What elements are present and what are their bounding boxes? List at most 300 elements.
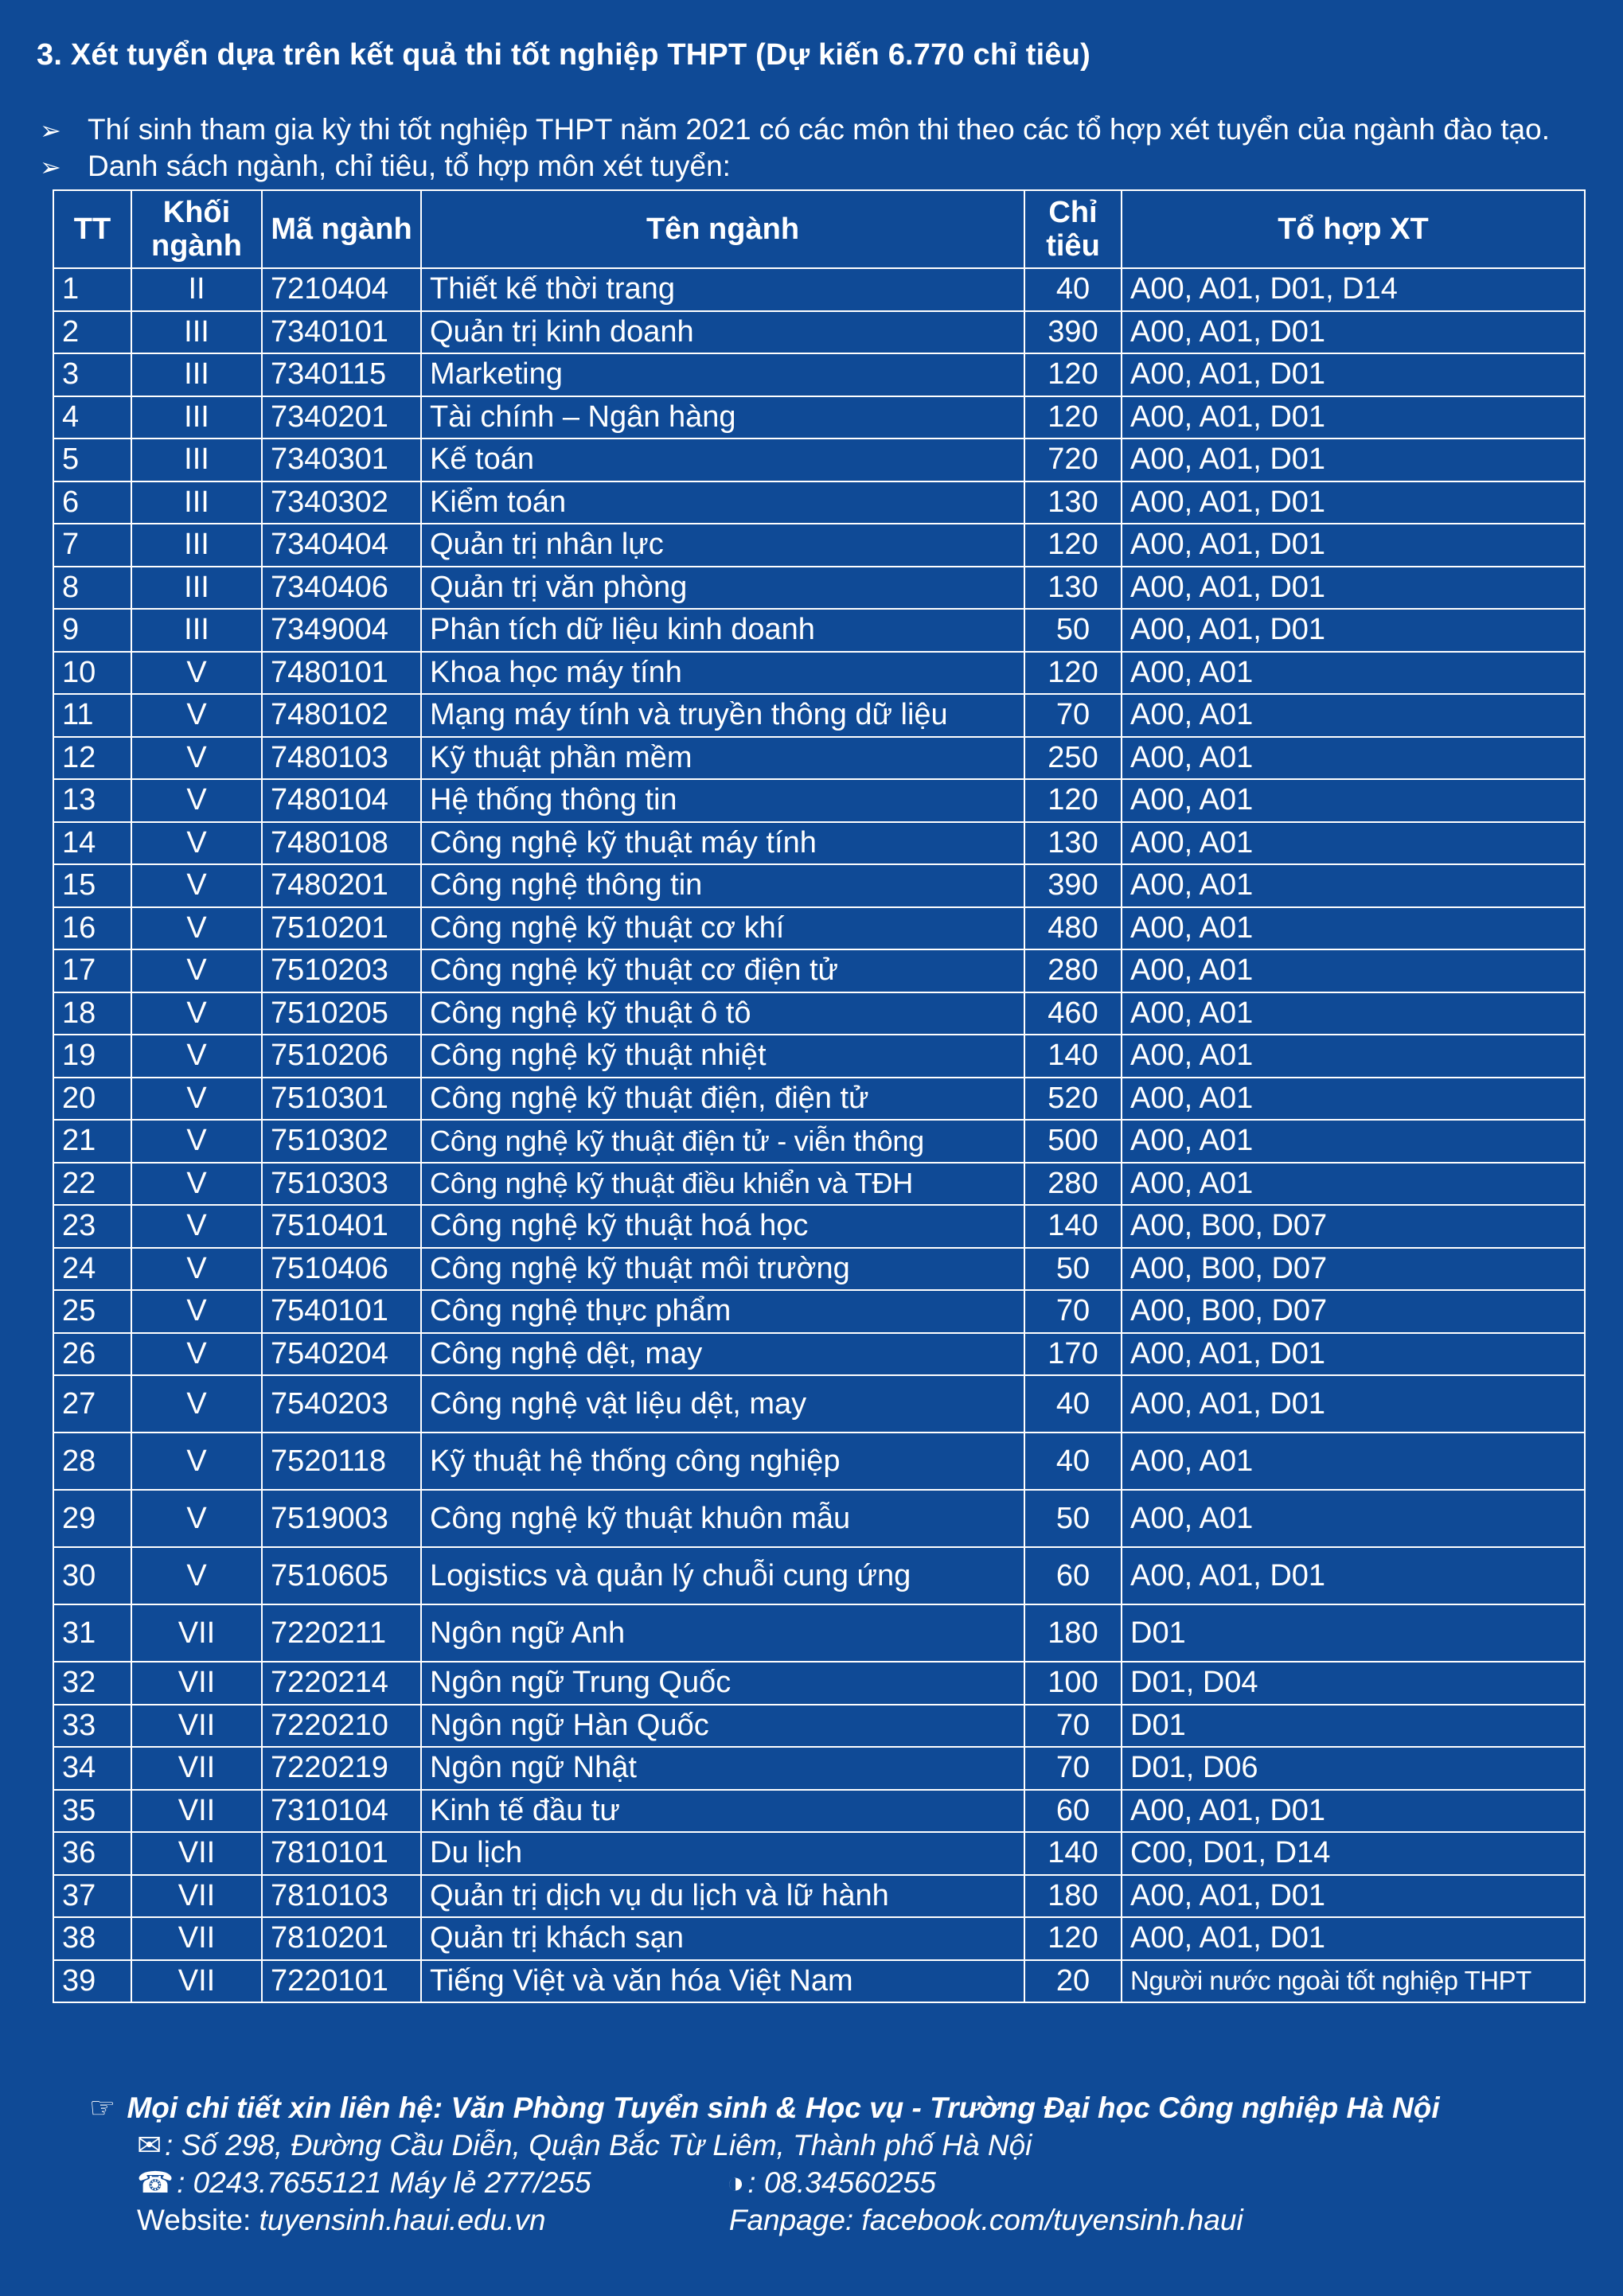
table-row <box>53 1832 1585 1875</box>
cell-to-hop: A00, A01, D01 <box>1122 609 1585 652</box>
cell-ma-nganh: 7480103 <box>262 737 421 780</box>
cell-khoi-nganh: V <box>131 1375 262 1433</box>
cell-chi-tieu: 120 <box>1024 524 1122 567</box>
envelope-icon: ✉ <box>137 2129 162 2162</box>
cell-ma-nganh: 7349004 <box>262 609 421 652</box>
table-row <box>53 1875 1585 1918</box>
cell-tt: 39 <box>53 1960 131 2003</box>
cell-chi-tieu: 130 <box>1024 822 1122 865</box>
cell-khoi-nganh: VII <box>131 1875 262 1918</box>
cell-khoi-nganh: III <box>131 439 262 481</box>
cell-to-hop: A00, A01 <box>1122 864 1585 907</box>
cell-khoi-nganh: V <box>131 822 262 865</box>
table-row <box>53 609 1585 652</box>
cell-chi-tieu: 40 <box>1024 268 1122 311</box>
table-row <box>53 737 1585 780</box>
cell-khoi-nganh: VII <box>131 1832 262 1875</box>
cell-to-hop: D01 <box>1122 1705 1585 1748</box>
cell-to-hop: A00, A01 <box>1122 779 1585 822</box>
cell-khoi-nganh: V <box>131 907 262 950</box>
cell-ma-nganh: 7310104 <box>262 1790 421 1833</box>
cell-ten-nganh: Kỹ thuật hệ thống công nghiệp <box>421 1433 1024 1490</box>
cell-tt: 18 <box>53 992 131 1035</box>
cell-chi-tieu: 280 <box>1024 1163 1122 1206</box>
cell-ma-nganh: 7510406 <box>262 1248 421 1291</box>
cell-khoi-nganh: V <box>131 1248 262 1291</box>
cell-ma-nganh: 7540204 <box>262 1333 421 1376</box>
cell-ma-nganh: 7220210 <box>262 1705 421 1748</box>
cell-khoi-nganh: V <box>131 737 262 780</box>
contact-footer: ☞ Mọi chi tiết xin liên hệ: Văn Phòng Tuyển sinh & Học vụ - Trường Đại học Công nghiệp Hà Nội ✉ : Số 298, Đường Cầu Diễn, Quận Bắc Từ Liêm, Thành phố Hà Nội ☎ : 0243.7655121 Máy lẻ 277/255 ◑ : 08.34560255 Website: tuyensinh.haui.edu.vn Fanpage: facebook.com/tuyensinh.haui <box>89 2089 1440 2239</box>
cell-ma-nganh: 7340406 <box>262 567 421 610</box>
mobile-phone-icon: ◑ <box>726 2166 745 2199</box>
cell-ma-nganh: 7810101 <box>262 1832 421 1875</box>
cell-chi-tieu: 50 <box>1024 1248 1122 1291</box>
cell-ma-nganh: 7519003 <box>262 1490 421 1547</box>
table-row <box>53 1547 1585 1604</box>
cell-khoi-nganh: III <box>131 396 262 439</box>
cell-ma-nganh: 7810103 <box>262 1875 421 1918</box>
cell-ma-nganh: 7220211 <box>262 1604 421 1662</box>
table-row <box>53 907 1585 950</box>
cell-ten-nganh: Công nghệ kỹ thuật môi trường <box>421 1248 1024 1291</box>
cell-tt: 23 <box>53 1205 131 1248</box>
cell-tt: 14 <box>53 822 131 865</box>
cell-ten-nganh: Công nghệ kỹ thuật khuôn mẫu <box>421 1490 1024 1547</box>
cell-ma-nganh: 7220101 <box>262 1960 421 2003</box>
cell-khoi-nganh: V <box>131 1163 262 1206</box>
cell-ten-nganh: Công nghệ kỹ thuật hoá học <box>421 1205 1024 1248</box>
cell-chi-tieu: 250 <box>1024 737 1122 780</box>
cell-ten-nganh: Tiếng Việt và văn hóa Việt Nam <box>421 1960 1024 2003</box>
header-to-hop: Tổ hợp XT <box>1122 190 1585 268</box>
cell-ma-nganh: 7340115 <box>262 353 421 396</box>
cell-khoi-nganh: III <box>131 524 262 567</box>
cell-to-hop: A00, B00, D07 <box>1122 1248 1585 1291</box>
cell-chi-tieu: 70 <box>1024 1747 1122 1790</box>
header-tt: TT <box>53 190 131 268</box>
cell-ten-nganh: Hệ thống thông tin <box>421 779 1024 822</box>
cell-ten-nganh: Thiết kế thời trang <box>421 268 1024 311</box>
phone-text: 0243.7655121 Máy lẻ 277/255 <box>193 2166 591 2199</box>
cell-ma-nganh: 7520118 <box>262 1433 421 1490</box>
cell-tt: 24 <box>53 1248 131 1291</box>
cell-ma-nganh: 7220219 <box>262 1747 421 1790</box>
cell-tt: 29 <box>53 1490 131 1547</box>
cell-ten-nganh: Công nghệ vật liệu dệt, may <box>421 1375 1024 1433</box>
header-ma-nganh: Mã ngành <box>262 190 421 268</box>
cell-to-hop: D01, D04 <box>1122 1662 1585 1705</box>
cell-ma-nganh: 7510206 <box>262 1035 421 1078</box>
table-row <box>53 311 1585 354</box>
cell-ma-nganh: 7220214 <box>262 1662 421 1705</box>
fanpage-link[interactable]: Fanpage: facebook.com/tuyensinh.haui <box>728 2204 1243 2236</box>
cell-to-hop: C00, D01, D14 <box>1122 1832 1585 1875</box>
cell-tt: 8 <box>53 567 131 610</box>
cell-ma-nganh: 7340101 <box>262 311 421 354</box>
cell-chi-tieu: 140 <box>1024 1035 1122 1078</box>
cell-chi-tieu: 130 <box>1024 481 1122 524</box>
table-row <box>53 949 1585 992</box>
mobile-text: 08.34560255 <box>763 2166 936 2199</box>
cell-chi-tieu: 140 <box>1024 1832 1122 1875</box>
table-row <box>53 396 1585 439</box>
table-row <box>53 1705 1585 1748</box>
cell-tt: 7 <box>53 524 131 567</box>
cell-to-hop: D01, D06 <box>1122 1747 1585 1790</box>
bullet-text: Danh sách ngành, chỉ tiêu, tổ hợp môn xét tuyển: <box>88 150 731 182</box>
cell-to-hop: A00, A01, D01 <box>1122 1333 1585 1376</box>
cell-tt: 1 <box>53 268 131 311</box>
arrow-bullet-icon: ➢ <box>40 153 61 181</box>
cell-ten-nganh: Tài chính – Ngân hàng <box>421 396 1024 439</box>
cell-tt: 10 <box>53 652 131 695</box>
table-row <box>53 1662 1585 1705</box>
cell-chi-tieu: 140 <box>1024 1205 1122 1248</box>
cell-khoi-nganh: III <box>131 481 262 524</box>
cell-to-hop: A00, A01 <box>1122 1078 1585 1121</box>
cell-to-hop: A00, A01 <box>1122 1490 1585 1547</box>
cell-to-hop: A00, A01, D01 <box>1122 524 1585 567</box>
table-row <box>53 353 1585 396</box>
cell-to-hop: A00, B00, D07 <box>1122 1290 1585 1333</box>
cell-chi-tieu: 120 <box>1024 353 1122 396</box>
cell-ten-nganh: Quản trị văn phòng <box>421 567 1024 610</box>
table-row <box>53 1290 1585 1333</box>
cell-khoi-nganh: III <box>131 353 262 396</box>
table-row <box>53 652 1585 695</box>
cell-ma-nganh: 7510302 <box>262 1120 421 1163</box>
cell-ma-nganh: 7510203 <box>262 949 421 992</box>
table-row <box>53 1375 1585 1433</box>
cell-tt: 25 <box>53 1290 131 1333</box>
table-row <box>53 1747 1585 1790</box>
cell-chi-tieu: 500 <box>1024 1120 1122 1163</box>
cell-tt: 31 <box>53 1604 131 1662</box>
cell-chi-tieu: 50 <box>1024 1490 1122 1547</box>
cell-chi-tieu: 100 <box>1024 1662 1122 1705</box>
table-row <box>53 1078 1585 1121</box>
cell-to-hop: A00, A01 <box>1122 694 1585 737</box>
section-heading: 3. Xét tuyển dựa trên kết quả thi tốt nghiệp THPT (Dự kiến 6.770 chỉ tiêu) <box>37 38 1091 72</box>
cell-to-hop: A00, A01, D01 <box>1122 439 1585 481</box>
cell-tt: 30 <box>53 1547 131 1604</box>
cell-ma-nganh: 7340201 <box>262 396 421 439</box>
cell-ten-nganh: Ngôn ngữ Trung Quốc <box>421 1662 1024 1705</box>
cell-khoi-nganh: V <box>131 1290 262 1333</box>
cell-ten-nganh: Kinh tế đầu tư <box>421 1790 1024 1833</box>
cell-tt: 19 <box>53 1035 131 1078</box>
cell-tt: 28 <box>53 1433 131 1490</box>
arrow-bullet-icon: ➢ <box>40 116 61 145</box>
cell-ten-nganh: Quản trị nhân lực <box>421 524 1024 567</box>
cell-to-hop: A00, A01, D01 <box>1122 1917 1585 1960</box>
cell-khoi-nganh: V <box>131 1078 262 1121</box>
cell-ma-nganh: 7480102 <box>262 694 421 737</box>
cell-ma-nganh: 7510301 <box>262 1078 421 1121</box>
cell-chi-tieu: 60 <box>1024 1790 1122 1833</box>
cell-ten-nganh: Du lịch <box>421 1832 1024 1875</box>
cell-tt: 26 <box>53 1333 131 1376</box>
cell-chi-tieu: 120 <box>1024 396 1122 439</box>
cell-to-hop: A00, A01 <box>1122 1120 1585 1163</box>
cell-to-hop: A00, A01, D01 <box>1122 1875 1585 1918</box>
cell-to-hop: A00, A01 <box>1122 1433 1585 1490</box>
cell-chi-tieu: 460 <box>1024 992 1122 1035</box>
cell-khoi-nganh: V <box>131 779 262 822</box>
cell-khoi-nganh: V <box>131 1490 262 1547</box>
cell-khoi-nganh: V <box>131 992 262 1035</box>
cell-ten-nganh: Ngôn ngữ Hàn Quốc <box>421 1705 1024 1748</box>
table-row <box>53 1433 1585 1490</box>
header-ten-nganh: Tên ngành <box>421 190 1024 268</box>
cell-to-hop: Người nước ngoài tốt nghiệp THPT <box>1122 1960 1585 2003</box>
table-row <box>53 1120 1585 1163</box>
cell-khoi-nganh: V <box>131 864 262 907</box>
cell-chi-tieu: 180 <box>1024 1875 1122 1918</box>
bullet-item <box>40 111 1550 148</box>
cell-chi-tieu: 70 <box>1024 694 1122 737</box>
cell-khoi-nganh: VII <box>131 1705 262 1748</box>
cell-tt: 17 <box>53 949 131 992</box>
cell-chi-tieu: 180 <box>1024 1604 1122 1662</box>
cell-chi-tieu: 390 <box>1024 311 1122 354</box>
table-row <box>53 992 1585 1035</box>
cell-tt: 37 <box>53 1875 131 1918</box>
cell-ma-nganh: 7540203 <box>262 1375 421 1433</box>
cell-tt: 4 <box>53 396 131 439</box>
cell-ten-nganh: Công nghệ kỹ thuật điều khiển và TĐH <box>421 1163 1024 1206</box>
cell-tt: 13 <box>53 779 131 822</box>
cell-khoi-nganh: VII <box>131 1747 262 1790</box>
bullet-text: Thí sinh tham gia kỳ thi tốt nghiệp THPT năm 2021 có các môn thi theo các tổ hợp xét tuyển của ngành đào tạo. <box>88 113 1550 146</box>
table-header-row <box>53 190 1585 268</box>
cell-tt: 16 <box>53 907 131 950</box>
cell-ma-nganh: 7340404 <box>262 524 421 567</box>
cell-to-hop: A00, A01, D01, D14 <box>1122 268 1585 311</box>
cell-to-hop: A00, A01, D01 <box>1122 311 1585 354</box>
cell-khoi-nganh: VII <box>131 1960 262 2003</box>
cell-to-hop: A00, A01, D01 <box>1122 481 1585 524</box>
table-row <box>53 1604 1585 1662</box>
table-row <box>53 1490 1585 1547</box>
cell-chi-tieu: 170 <box>1024 1333 1122 1376</box>
address-text: Số 298, Đường Cầu Diễn, Quận Bắc Từ Liêm, Thành phố Hà Nội <box>181 2129 1032 2162</box>
cell-khoi-nganh: VII <box>131 1604 262 1662</box>
table-row <box>53 1163 1585 1206</box>
cell-ten-nganh: Ngôn ngữ Nhật <box>421 1747 1024 1790</box>
header-chi-tieu: Chỉ tiêu <box>1024 190 1122 268</box>
website-link[interactable]: tuyensinh.haui.edu.vn <box>259 2204 546 2236</box>
table-row <box>53 1790 1585 1833</box>
cell-tt: 11 <box>53 694 131 737</box>
cell-khoi-nganh: II <box>131 268 262 311</box>
table-row <box>53 1248 1585 1291</box>
address-label: : <box>165 2129 174 2162</box>
cell-ten-nganh: Công nghệ thông tin <box>421 864 1024 907</box>
cell-tt: 6 <box>53 481 131 524</box>
cell-ma-nganh: 7480104 <box>262 779 421 822</box>
cell-ma-nganh: 7340301 <box>262 439 421 481</box>
cell-ma-nganh: 7340302 <box>262 481 421 524</box>
cell-chi-tieu: 120 <box>1024 1917 1122 1960</box>
cell-ten-nganh: Ngôn ngữ Anh <box>421 1604 1024 1662</box>
cell-khoi-nganh: VII <box>131 1790 262 1833</box>
cell-ten-nganh: Quản trị dịch vụ du lịch và lữ hành <box>421 1875 1024 1918</box>
phone-icon: ☎ <box>137 2166 174 2199</box>
cell-ten-nganh: Công nghệ kỹ thuật ô tô <box>421 992 1024 1035</box>
cell-chi-tieu: 40 <box>1024 1375 1122 1433</box>
cell-to-hop: A00, A01 <box>1122 1035 1585 1078</box>
cell-to-hop: A00, A01, D01 <box>1122 567 1585 610</box>
cell-to-hop: A00, A01 <box>1122 737 1585 780</box>
cell-ma-nganh: 7510303 <box>262 1163 421 1206</box>
cell-ten-nganh: Phân tích dữ liệu kinh doanh <box>421 609 1024 652</box>
cell-chi-tieu: 60 <box>1024 1547 1122 1604</box>
cell-tt: 15 <box>53 864 131 907</box>
cell-to-hop: A00, A01 <box>1122 652 1585 695</box>
cell-ten-nganh: Mạng máy tính và truyền thông dữ liệu <box>421 694 1024 737</box>
cell-ten-nganh: Công nghệ kỹ thuật điện, điện tử <box>421 1078 1024 1121</box>
website-label: Website: <box>137 2204 252 2236</box>
cell-ten-nganh: Công nghệ dệt, may <box>421 1333 1024 1376</box>
cell-tt: 33 <box>53 1705 131 1748</box>
cell-ten-nganh: Kế toán <box>421 439 1024 481</box>
cell-to-hop: D01 <box>1122 1604 1585 1662</box>
bullet-item <box>40 148 1550 185</box>
cell-chi-tieu: 70 <box>1024 1705 1122 1748</box>
table-row <box>53 524 1585 567</box>
cell-ten-nganh: Logistics và quản lý chuỗi cung ứng <box>421 1547 1024 1604</box>
cell-to-hop: A00, A01 <box>1122 822 1585 865</box>
cell-khoi-nganh: V <box>131 1333 262 1376</box>
cell-ma-nganh: 7510605 <box>262 1547 421 1604</box>
cell-to-hop: A00, A01, D01 <box>1122 1375 1585 1433</box>
header-khoi-nganh: Khối ngành <box>131 190 262 268</box>
cell-to-hop: A00, A01 <box>1122 907 1585 950</box>
cell-ma-nganh: 7480201 <box>262 864 421 907</box>
cell-chi-tieu: 720 <box>1024 439 1122 481</box>
cell-tt: 20 <box>53 1078 131 1121</box>
cell-khoi-nganh: V <box>131 949 262 992</box>
cell-ma-nganh: 7480108 <box>262 822 421 865</box>
cell-to-hop: A00, A01 <box>1122 949 1585 992</box>
cell-chi-tieu: 480 <box>1024 907 1122 950</box>
cell-khoi-nganh: V <box>131 1205 262 1248</box>
cell-ma-nganh: 7810201 <box>262 1917 421 1960</box>
cell-khoi-nganh: III <box>131 311 262 354</box>
cell-ma-nganh: 7510205 <box>262 992 421 1035</box>
table-row <box>53 268 1585 311</box>
cell-ma-nganh: 7540101 <box>262 1290 421 1333</box>
cell-ten-nganh: Marketing <box>421 353 1024 396</box>
cell-khoi-nganh: VII <box>131 1662 262 1705</box>
cell-tt: 2 <box>53 311 131 354</box>
cell-to-hop: A00, A01, D01 <box>1122 396 1585 439</box>
table-row <box>53 864 1585 907</box>
table-row <box>53 439 1585 481</box>
cell-tt: 21 <box>53 1120 131 1163</box>
cell-khoi-nganh: V <box>131 652 262 695</box>
cell-ten-nganh: Quản trị khách sạn <box>421 1917 1024 1960</box>
cell-chi-tieu: 50 <box>1024 609 1122 652</box>
table-row <box>53 822 1585 865</box>
cell-chi-tieu: 390 <box>1024 864 1122 907</box>
cell-tt: 12 <box>53 737 131 780</box>
admissions-table <box>53 189 1586 2003</box>
cell-tt: 5 <box>53 439 131 481</box>
bullet-list <box>40 111 1550 185</box>
table-row <box>53 567 1585 610</box>
cell-ma-nganh: 7510201 <box>262 907 421 950</box>
cell-khoi-nganh: III <box>131 609 262 652</box>
cell-ten-nganh: Khoa học máy tính <box>421 652 1024 695</box>
cell-khoi-nganh: V <box>131 1433 262 1490</box>
cell-ma-nganh: 7210404 <box>262 268 421 311</box>
cell-khoi-nganh: VII <box>131 1917 262 1960</box>
cell-to-hop: A00, A01 <box>1122 992 1585 1035</box>
cell-tt: 27 <box>53 1375 131 1433</box>
cell-to-hop: A00, A01, D01 <box>1122 353 1585 396</box>
cell-ten-nganh: Kỹ thuật phần mềm <box>421 737 1024 780</box>
cell-ten-nganh: Kiểm toán <box>421 481 1024 524</box>
cell-khoi-nganh: V <box>131 1035 262 1078</box>
table-row <box>53 1035 1585 1078</box>
cell-tt: 9 <box>53 609 131 652</box>
cell-chi-tieu: 280 <box>1024 949 1122 992</box>
cell-to-hop: A00, B00, D07 <box>1122 1205 1585 1248</box>
cell-chi-tieu: 120 <box>1024 652 1122 695</box>
cell-chi-tieu: 130 <box>1024 567 1122 610</box>
cell-tt: 38 <box>53 1917 131 1960</box>
cell-chi-tieu: 120 <box>1024 779 1122 822</box>
cell-tt: 22 <box>53 1163 131 1206</box>
cell-to-hop: A00, A01, D01 <box>1122 1790 1585 1833</box>
table-row <box>53 1333 1585 1376</box>
cell-chi-tieu: 20 <box>1024 1960 1122 2003</box>
table-row <box>53 1960 1585 2003</box>
cell-ten-nganh: Công nghệ kỹ thuật nhiệt <box>421 1035 1024 1078</box>
cell-ten-nganh: Công nghệ kỹ thuật điện tử - viễn thông <box>421 1120 1024 1163</box>
cell-tt: 32 <box>53 1662 131 1705</box>
cell-ten-nganh: Công nghệ thực phẩm <box>421 1290 1024 1333</box>
cell-tt: 34 <box>53 1747 131 1790</box>
table-row <box>53 779 1585 822</box>
cell-tt: 36 <box>53 1832 131 1875</box>
cell-to-hop: A00, A01 <box>1122 1163 1585 1206</box>
cell-ten-nganh: Công nghệ kỹ thuật máy tính <box>421 822 1024 865</box>
cell-chi-tieu: 70 <box>1024 1290 1122 1333</box>
cell-khoi-nganh: V <box>131 1120 262 1163</box>
cell-khoi-nganh: V <box>131 694 262 737</box>
cell-ma-nganh: 7480101 <box>262 652 421 695</box>
cell-chi-tieu: 40 <box>1024 1433 1122 1490</box>
pointing-hand-icon: ☞ <box>89 2091 116 2124</box>
cell-to-hop: A00, A01, D01 <box>1122 1547 1585 1604</box>
cell-khoi-nganh: III <box>131 567 262 610</box>
table-row <box>53 1917 1585 1960</box>
table-body <box>53 268 1585 2002</box>
cell-ten-nganh: Công nghệ kỹ thuật cơ điện tử <box>421 949 1024 992</box>
cell-khoi-nganh: V <box>131 1547 262 1604</box>
table-row <box>53 694 1585 737</box>
cell-ten-nganh: Công nghệ kỹ thuật cơ khí <box>421 907 1024 950</box>
cell-ten-nganh: Quản trị kinh doanh <box>421 311 1024 354</box>
contact-title: Mọi chi tiết xin liên hệ: Văn Phòng Tuyển sinh & Học vụ - Trường Đại học Công nghiệp Hà Nội <box>127 2091 1440 2124</box>
cell-chi-tieu: 520 <box>1024 1078 1122 1121</box>
table-row <box>53 1205 1585 1248</box>
cell-tt: 3 <box>53 353 131 396</box>
